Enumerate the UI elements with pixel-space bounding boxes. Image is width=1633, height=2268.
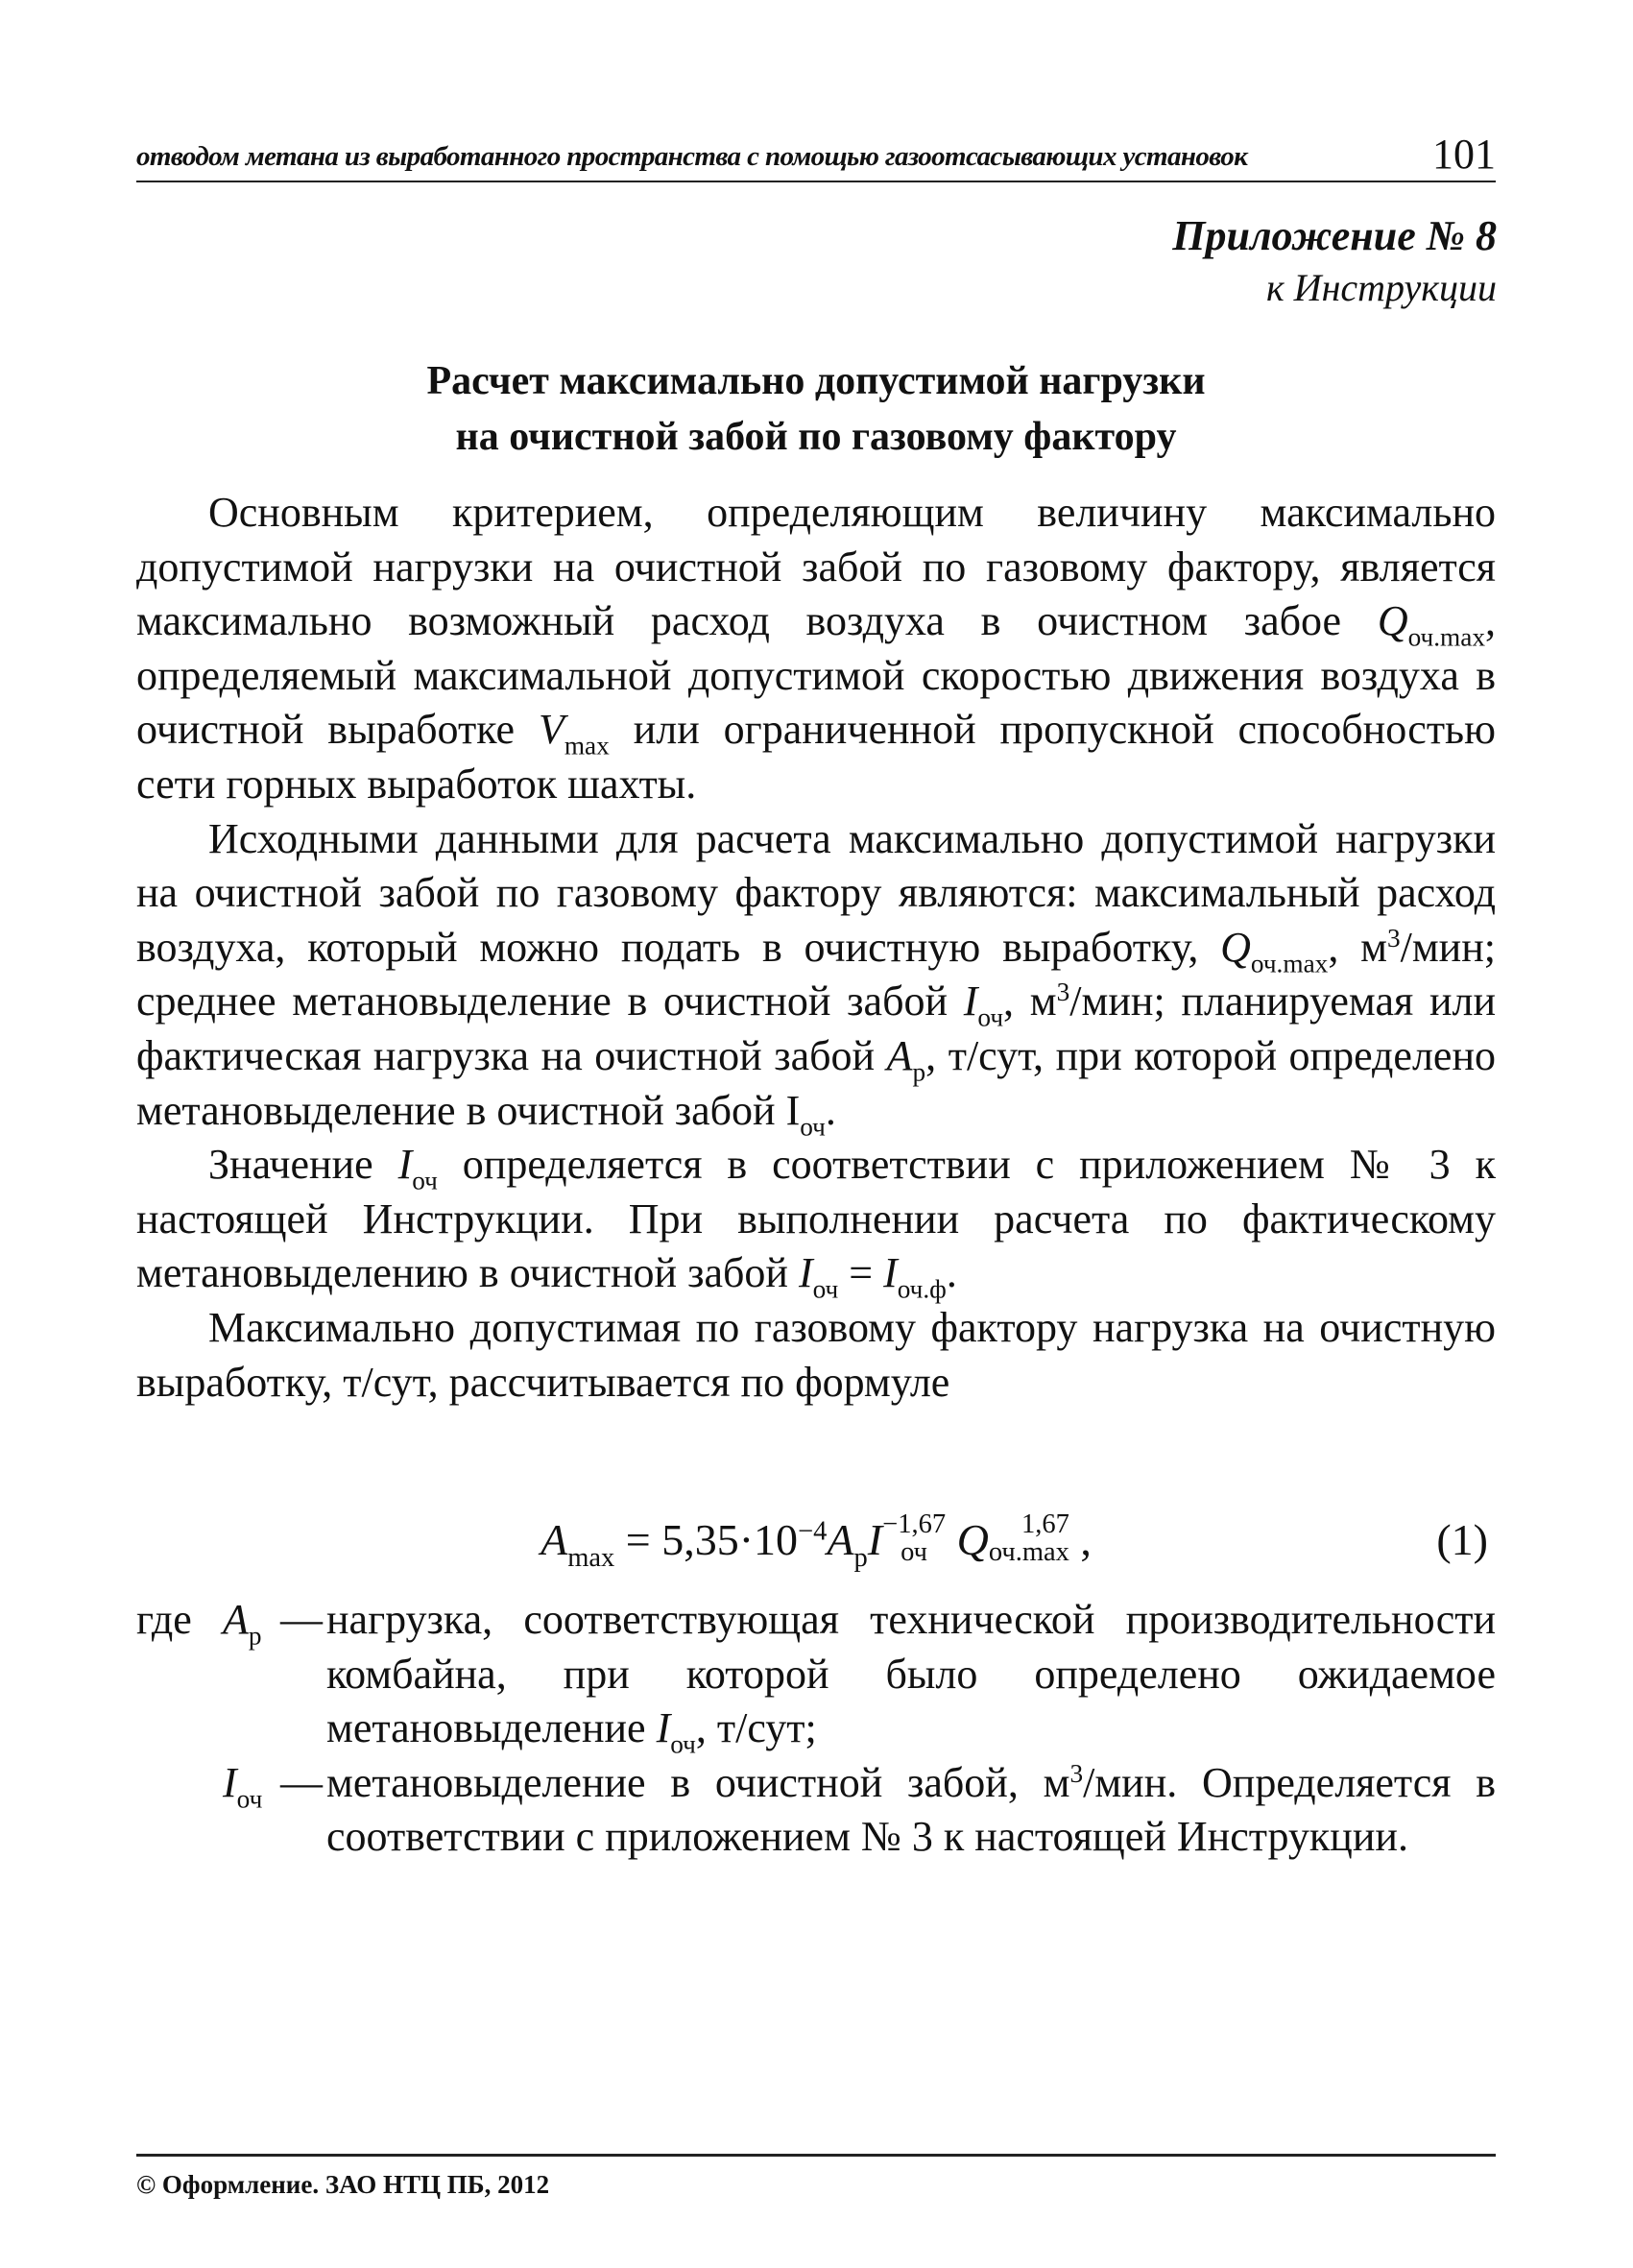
i-symbol-upright: I bbox=[785, 1086, 801, 1134]
formula-i-symbol: I bbox=[867, 1515, 883, 1564]
q-symbol: Q bbox=[1220, 923, 1251, 971]
appendix-title: Приложение № 8 bbox=[1172, 212, 1497, 259]
i-symbol: I bbox=[963, 977, 978, 1025]
p1-text-b: , определяемый максимальной допустимой скоростью движения воздуха в очистной выработке bbox=[136, 597, 1496, 754]
p2-text-a: Исходными данными для расчета максимально допустимой нагрузки на очистной забой по газовому фактору являются: максимальный расход воздуха, который можно подать в очистную выработку, bbox=[136, 814, 1496, 971]
q-subscript: оч.max bbox=[1250, 949, 1329, 978]
definition-symbol bbox=[223, 1593, 280, 1756]
cube-superscript: 3 bbox=[1386, 923, 1401, 953]
i-symbol: I bbox=[397, 1141, 413, 1189]
i-subscript: оч bbox=[412, 1166, 438, 1195]
p3-text-c: . bbox=[946, 1249, 957, 1297]
formula-i-exponent: −1,67 bbox=[882, 1509, 947, 1540]
definition-item bbox=[136, 1593, 1496, 1759]
equals-sign: = bbox=[838, 1249, 884, 1297]
formula-1 bbox=[136, 1509, 1496, 1581]
a-subscript: р bbox=[912, 1057, 926, 1087]
def-symbol-letter: А bbox=[223, 1596, 249, 1643]
heading-line-1: Расчет максимально допустимой нагрузки bbox=[426, 359, 1206, 403]
i-subscript: оч bbox=[812, 1274, 839, 1304]
where-spacer bbox=[136, 1756, 223, 1865]
def-text-b: , т/сут; bbox=[695, 1704, 817, 1752]
p2-text-c: /мин; среднее метановыделение в очистной забой bbox=[136, 923, 1496, 1025]
running-head bbox=[136, 133, 1496, 182]
def-symbol-subscript: оч bbox=[236, 1784, 263, 1814]
formula-q-subscript: оч.max bbox=[988, 1536, 1069, 1567]
paragraph-4: Максимально допустимая по газовому фактору нагрузка на очистную выработку, т/сут, рассчитывается по формуле bbox=[136, 1303, 1496, 1406]
copyright-text: © Оформление. ЗАО НТЦ ПБ, 2012 bbox=[136, 2170, 550, 2199]
p1-text-c: или ограниченной пропускной способностью сети горных выработок шахты. bbox=[136, 706, 1496, 808]
formula-a-symbol: A bbox=[540, 1515, 568, 1564]
definition-dash: — bbox=[280, 1596, 323, 1643]
def-text-a: нагрузка, соответствующая технической производительности комбайна, при которой было определено ожидаемое метановыделение bbox=[326, 1596, 1496, 1752]
q-symbol: Q bbox=[1377, 597, 1408, 645]
q-subscript: оч.max bbox=[1407, 622, 1485, 652]
v-symbol: V bbox=[538, 706, 564, 754]
heading-line-2: на очистной забой по газовому фактору bbox=[455, 415, 1177, 459]
def-text-b: /мин. Определяется в соответствии с приложением № 3 к настоящей Инструкции. bbox=[326, 1758, 1496, 1861]
p3-text-b: определяется в соответствии с приложением № 3 к настоящей Инструкции. При выполнении расчета по фактическому метановыделению в очистной забой bbox=[136, 1141, 1496, 1297]
formula-coefficient: = 5,35·10 bbox=[614, 1515, 799, 1564]
p2-text-f: , т/сут, при которой определено метановыделение в очистной забой bbox=[136, 1031, 1496, 1134]
formula-ap-symbol: A bbox=[827, 1515, 854, 1564]
formula-q-scripts bbox=[989, 1511, 1069, 1566]
def-symbol-subscript: р bbox=[248, 1621, 262, 1651]
formula-q-symbol: Q bbox=[956, 1515, 989, 1564]
formula-a-subscript: max bbox=[567, 1542, 615, 1573]
i-symbol: I bbox=[883, 1249, 898, 1297]
definitions-list bbox=[136, 1593, 1496, 1865]
formula-i-scripts bbox=[882, 1511, 946, 1566]
body-text bbox=[136, 486, 1496, 1410]
formula-number: (1) bbox=[1436, 1515, 1488, 1564]
paragraph-2 bbox=[136, 812, 1496, 1139]
p2-text-d: , м bbox=[1003, 977, 1057, 1025]
p2-text-g: . bbox=[825, 1086, 836, 1134]
i-symbol: I bbox=[798, 1249, 813, 1297]
p1-text-a: Основным критерием, определяющим величину максимально допустимой нагрузки на очистной забой по газовому фактору, является максимально возможный расход воздуха в очистном забое bbox=[136, 489, 1496, 645]
p2-text-b: , м bbox=[1328, 923, 1387, 971]
definition-text bbox=[326, 1756, 1496, 1865]
definition-text bbox=[326, 1593, 1496, 1759]
definition-dash: — bbox=[280, 1758, 323, 1806]
section-heading bbox=[136, 353, 1496, 465]
formula-q-exponent: 1,67 bbox=[1021, 1509, 1069, 1540]
i-subscript: оч bbox=[800, 1111, 826, 1141]
footer bbox=[136, 2154, 1496, 2200]
cube-superscript: 3 bbox=[1056, 977, 1070, 1007]
p3-text-a: Значение bbox=[208, 1141, 398, 1189]
i-subscript: оч bbox=[977, 1002, 1004, 1032]
a-symbol: А bbox=[886, 1031, 913, 1079]
def-inline-symbol: I bbox=[656, 1704, 671, 1752]
def-superscript: 3 bbox=[1069, 1758, 1084, 1788]
v-subscript: max bbox=[564, 731, 610, 760]
where-label: где bbox=[136, 1596, 192, 1643]
def-inline-subscript: оч bbox=[670, 1729, 696, 1759]
appendix-subtitle: к Инструкции bbox=[1265, 266, 1497, 309]
formula-expression bbox=[136, 1509, 1496, 1573]
paragraph-3 bbox=[136, 1138, 1496, 1304]
running-head-text: отводом метана из выработанного пространства с помощью газоотсасывающих установок bbox=[136, 141, 1248, 172]
definition-item bbox=[136, 1756, 1496, 1865]
formula-ap-subscript: р bbox=[853, 1542, 868, 1573]
formula-exponent: −4 bbox=[798, 1516, 828, 1547]
formula-tail: , bbox=[1069, 1515, 1092, 1564]
appendix-label bbox=[1172, 209, 1497, 313]
paragraph-1 bbox=[136, 486, 1496, 812]
i-subscript: оч.ф bbox=[897, 1274, 947, 1304]
p2-text-e: /мин; планируемая или фактическая нагрузка на очистной забой bbox=[136, 977, 1497, 1079]
definition-symbol bbox=[223, 1756, 280, 1865]
page-number: 101 bbox=[1432, 131, 1496, 178]
def-symbol-letter: I bbox=[223, 1758, 237, 1806]
def-text-a: метановыделение в очистной забой, м bbox=[326, 1758, 1070, 1806]
formula-i-subscript: оч bbox=[901, 1536, 928, 1567]
